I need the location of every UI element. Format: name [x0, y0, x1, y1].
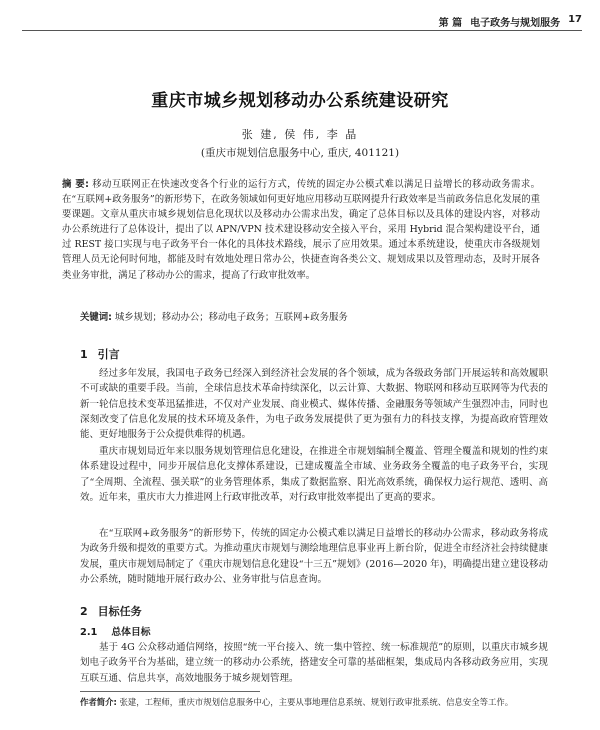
author-list: 张 建, 侯 伟, 李 晶 — [241, 128, 359, 141]
subsection-heading — [80, 624, 151, 638]
section-heading-intro — [80, 346, 120, 362]
affiliation: (重庆市规划信息服务中心, 重庆, 401121) — [200, 147, 400, 159]
intro-paragraph-1: 经过多年发展，我国电子政务已经深入到经济社会发展的各个领域，成为各级政务部门开展运转和高效履职不可或缺的重要手段。当前，全球信息技术革命持续深化，以云计算、大数据、物联网和移动互联网等为代表的新一轮信息技术变革迅猛推进，不仅对产业发展、商业模式、媒体传播、金融服务等领域产生强烈冲击，同时也深刻改变了信息化发展的技术环境及条件，为电子政务发展提供了更为强有力的科技支撑，为提高政府管理效能、更好地服务于公众提供难得的机遇。 — [80, 368, 548, 441]
footnote-label: 作者简介: — [80, 697, 117, 707]
header-rule — [22, 30, 582, 31]
abstract-label: 摘 要: — [62, 179, 89, 190]
section-number: 2 — [80, 605, 88, 618]
abstract — [62, 177, 540, 283]
goals-paragraph: 基于 4G 公众移动通信网络，按照“统一平台接入、统一集中管控、统一标准规范”的原则，以重庆市城乡规划电子政务平台为基础，建立统一的移动办公系统，搭建安全可靠的基础框架，集成局内各移动政务应用，实现互联互通、信息共享，高效地服务于城乡规划管理。 — [80, 642, 548, 684]
keywords-label: 关键词: — [80, 312, 112, 323]
section-heading-goals — [80, 603, 142, 619]
footnote-text: 张建，工程师，重庆市规划信息服务中心，主要从事地理信息系统、规划行政审批系统、信息安全等工作。 — [119, 697, 514, 707]
running-header — [360, 14, 582, 29]
abstract-text: 移动互联网正在快速改变各个行业的运行方式，传统的固定办公模式难以满足日益增长的移动政务需求。在“互联网+政务服务”的新形势下，在政务领域如何更好地应用移动互联网提升行政效率是当前政务信息化发展的重要课题。文章从重庆市城乡规划信息化现状以及移动办公需求出发，确定了总体目标以及具体的建设内容，对移动办公系统进行了总体设计，提出了以 APN/VPN 技术建设移动安全接入平台，采用 Hybrid 混合架构建设平台，通过 REST 接口实现与电子政务平台一体化的具体技术路线，展示了应用效果。通过本系统建设，使重庆市各级规划管理人员无论何时何地，都能及时有效地处理日常办公，快捷查询各类公文、规划成果以及管理动态，及时开展各类业务审批，满足了移动办公的需求，提高了行政审批效率。 — [62, 179, 541, 281]
running-header-section: 第 篇 — [438, 18, 463, 29]
footnote-rule — [80, 691, 260, 692]
subsection-number: 2.1 — [80, 627, 98, 638]
intro-paragraph-2: 重庆市规划局近年来以服务规划管理信息化建设，在推进全市规划编制全覆盖、管理全覆盖和规划的性约束体系建设过程中，同步开展信息化支撑体系建设，已建成覆盖全市域、业务政务全覆盖的电子政务平台，实现了“全周期、全流程、强关联”的业务管理体系，集成了数据监察、阳光高效系统，确保权力运行规范、透明、高效。近年来，重庆市大力推进网上行政审批改革，对行政审批效率提出了更高的要求。 — [80, 446, 548, 503]
paper-title: 重庆市城乡规划移动办公系统建设研究 — [151, 91, 449, 111]
section-title: 引言 — [97, 348, 120, 361]
running-header-topic: 电子政务与规划服务 — [470, 18, 561, 29]
section-number: 1 — [80, 348, 88, 361]
author-footnote — [80, 696, 548, 708]
keywords-text: 城乡规划；移动办公；移动电子政务；互联网+政务服务 — [114, 312, 348, 323]
page-number: 17 — [568, 14, 582, 25]
section-title: 目标任务 — [97, 605, 142, 618]
keywords — [80, 311, 540, 325]
intro-paragraph-3: 在“互联网+政务服务”的新形势下，传统的固定办公模式难以满足日益增长的移动办公需求，移动政务将成为政务升级和提效的重要方式。为推动重庆市规划与测绘地理信息事业再上新台阶，促进全市经济社会持续健康发展，重庆市规划局制定了《重庆市规划信息化建设“十三五”规划》(2016—2020 年)，明确提出建立建设移动办公系统，随时随地开展行政办公、业务审批与信息查询。 — [80, 528, 548, 585]
subsection-title: 总体目标 — [111, 627, 151, 638]
